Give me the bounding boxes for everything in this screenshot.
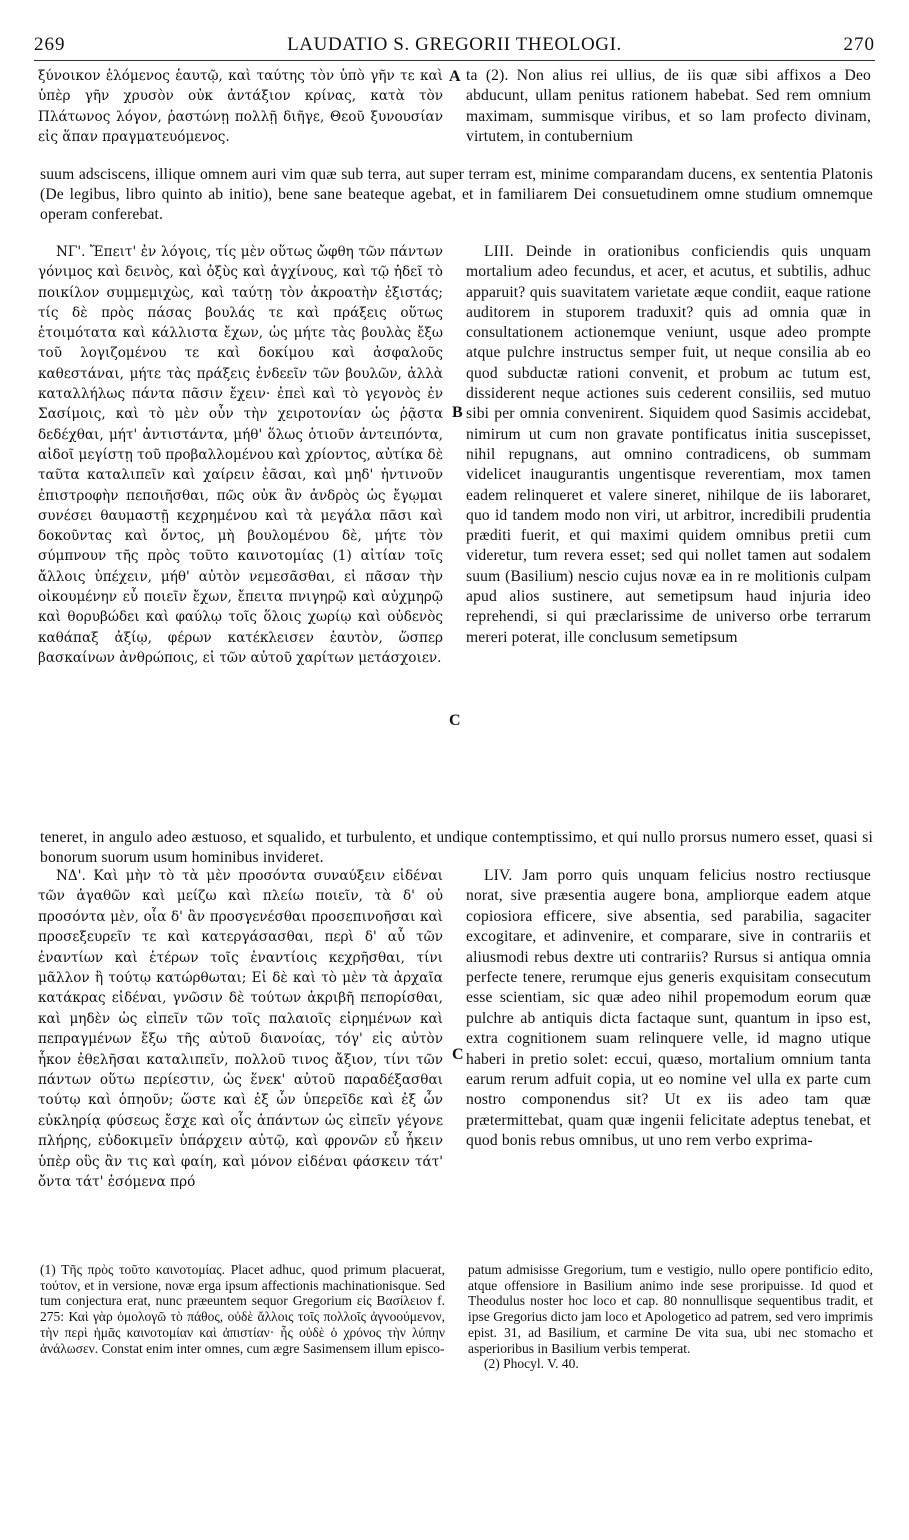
page-number-right: 270: [843, 34, 875, 55]
greek-column-block-3: [38, 866, 443, 1193]
margin-marker-a: A: [449, 68, 461, 85]
latin-full-width-block-1: [40, 149, 873, 241]
greek-column-block-2: [38, 242, 443, 668]
footnote-left: [40, 1262, 445, 1356]
greek-paragraph: ΝΔ'. Καὶ μὴν τὸ τὰ μὲν προσόντα συναύξειν εἰδέναι τῶν ἀγαθῶν καὶ μείζω καὶ πλείω ποιεῖν, τὰ δ' οὐ προσόντα μὲν, οἷα δ' ἂν προσγενέσθαι προσεπινοῆσαι καὶ προσεξευρεῖν τε καὶ κατεργάσασθαι, περὶ δ' αὖ τῶν ἐναντίων καὶ ἑτέρων τοῖς ἐναντίοις κεχρῆσθαι, τίνι μᾶλλον ἢ τούτῳ κατώρθωται; Εἰ δὲ καὶ τὸ μὲν τὰ ἀρχαῖα κατάκρας εἰδέναι, γνῶσιν δὲ τούτων ἀκριβῆ πεπορίσθαι, καὶ μηδὲν ὡς εἰπεῖν τῶν τοῖς παλαιοῖς εἰρημένων καὶ πεπραγμένων ἔξω τῆς αὐτοῦ διανοίας, τόγ' εἰς αὐτὸν ἧκον ἐθελῆσαι καταλιπεῖν, πολλοῦ τινος ἄξιον, τίνι τῶν πάντων οὕτω περίεστιν, ὡς ἕνεκ' αὐτοῦ παραδέξασθαι τούτῳ καὶ ὁπηοῦν; ὥστε καὶ ἐξ ὧν ὑπερεῖδε καὶ ἐξ ὧν εὐκληρίᾳ φύσεως ἔσχε καὶ οἷς ἁπάντων ὡς εἰπεῖν γέγονε πλήρης, εὐδοκιμεῖν ὑπάρχειν αὐτῷ, καὶ φρονῶν εὖ ἧκειν ὑπὲρ οὓς ἂν τις καὶ φαίη, καὶ μόνον εἰδέναι φάσκειν τάτ' ὄντα τάτ' ἐσόμενα πρό: [38, 868, 443, 1191]
running-header: [34, 34, 875, 58]
latin-column-block-3: [466, 866, 871, 1152]
running-title: LAUDATIO S. GREGORII THEOLOGI.: [287, 34, 622, 55]
margin-marker-b: B: [452, 404, 463, 421]
footnote-1-continued: patum admisisse Gregorium, tum e vestigio, nullo opere pontificio edito, atque offensiore in Basilium animo inde sese proripuisse. Id quod et Theodulus noster hoc loco et cap. 80 nonnullisque sequentibus tradit, et ipse Gregorius dicto jam loco et Apologetico ad patrem, sed vero imprimis epist. 31, ad Basilium, et carmine De vita sua, ubi nec stomacho et asperioribus in Basilium verbis temperat.: [468, 1262, 873, 1356]
greek-paragraph: ΝΓ'. Ἔπειτ' ἐν λόγοις, τίς μὲν οὕτως ὤφθη τῶν πάντων γόνιμος καὶ δεινὸς, καὶ ὀξὺς καὶ ἀγχίνους, καὶ τῷ ἡδεῖ τὸ ποικίλον συμμεμιχὼς, καὶ ταύτῃ τὸν ἀκροατὴν ἐξιστάς; τίς δὲ πρὸς πάσας βουλάς τε καὶ πράξεις οὕτως ἑτοιμότατα καὶ κάλλιστα ἔχων, ὡς μήτε τὰς βουλὰς ἔξω τοῦ λογιζομένου τε καὶ δοκίμου καὶ ἀσφαλοῦς καθεστάναι, μήτε τὰς πράξεις ἐνδεεῖν τῶν βουλῶν, ἀλλὰ καταλλήλως πάντα πᾶσιν ἔχειν· ἐπεὶ καὶ τὸ γεγονὸς ἐν Σασίμοις, καὶ τὸ μὲν οὖν τὴν χειροτονίαν ὡς ῥᾷστα δεδέχθαι, μήτ' ἀντιστάντα, μήθ' ὅλως ὁτιοῦν ἀντειπόντα, αἰδοῖ μεγίστῃ τοῦ προβαλλομένου καὶ χρίοντος, αὐτίκα δὲ ταῦτα καταλιπεῖν καὶ χαίρειν ἐᾶσαι, καὶ μηδ' ἡντινοῦν ἐπιστροφὴν πεποιῆσθαι, πῶς οὐκ ἂν ἀνδρὸς ὡς ἔγῳμαι συνέσει θαυμαστῇ κεχρημένου καὶ τὰ μεγάλα πᾶσι καὶ δοκοῦντας καὶ ὄντος, μὴ βουλομένου δὲ, μήτε τὸν σύμπνουν τῆς πρὸς τοῦτο καινοτομίας (1) αἰτίαν τοῖς ἄλλοις ὑπέχειν, μήθ' αὐτὸν νεμεσᾶσθαι, εἰ πᾶσαν τὴν οἰκουμένην εὖ ποιεῖν ἔχων, ἔπειτα πνιγηρῷ καὶ αὐχμηρῷ καὶ θορυβώδει καὶ φαύλῳ τοῖς ὅλοις χωρίῳ καὶ οὐδενὸς καθάπαξ ἀξίῳ, φέρων κατέκλεισεν ἑαυτὸν, ὥσπερ βασκαίνων ἀνθρώποις, εἰ τῶν αὐτοῦ χαρίτων μετάσχοιεν.: [38, 244, 443, 666]
footnote-2: (2) Phocyl. V. 40.: [484, 1356, 579, 1372]
footnote-right: [468, 1262, 873, 1372]
latin-paragraph: ta (2). Non alius rei ullius, de iis quæ sibi affixos a Deo abducunt, ullam penitus rationem habebat. Sed rem omnium maximam, summisque viribus, et so lam profecto divinam, virtutem, in contubernium: [466, 67, 871, 146]
latin-continuation: suum adsciscens, illique omnem auri vim quæ sub terra, aut super terram est, minime comparandam ducens, ex sententia Platonis (De legibus, libro quinto ab initio), bene sane beateque agebat, et in familiarem Dei consuetudinem omne studium omnemque operam conferebat.: [40, 165, 873, 224]
margin-marker-c-2: C: [452, 1046, 464, 1063]
latin-continuation: teneret, in angulo adeo æstuoso, et squalido, et turbulento, et undique contemptissimo, et qui nullo prorsus numero esset, quasi si bonorum suorum usum hominibus invideret.: [40, 828, 873, 866]
greek-paragraph: ξύνοικον ἑλόμενος ἑαυτῷ, καὶ ταύτης τὸν ὑπὸ γῆν τε καὶ ὑπὲρ γῆν χρυσὸν οὐκ ἀντάξιον κρίνας, κατὰ τὸν Πλάτωνος λόγον, ῥαστώνῃ πολλῇ διῆγε, Θεοῦ ξυνουσίαν εἰς ἅπαν πραγματευόμενος.: [38, 68, 443, 146]
latin-column-block-2: [466, 242, 871, 648]
margin-marker-c: C: [449, 712, 461, 729]
latin-column-block-1: [466, 66, 871, 148]
footnote-1: (1) Τῆς πρὸς τοῦτο καινοτομίας. Placet adhuc, quod primum placuerat, τούτον, et in versione, novæ erga ipsum affectionis machinationisque. Sed tum conjectura erat, nunc præeuntem sequor Gregorium εἰς Βασίλειον f. 275: Καὶ γὰρ ὁμολογῶ τὸ πάθος, οὐδὲ ἄλλοις τοῖς πολλοῖς ἀγνοούμενον, τὴν περὶ ἡμᾶς καινοτομίαν καὶ ἀπιστίαν· ἧς οὐδὲ ὁ χρόνος τὴν λύπην ἀνάλωσεν. Constat enim inter omnes, cum ægre Sasimensem illum episco-: [40, 1262, 445, 1356]
latin-paragraph: LIII. Deinde in orationibus conficiendis quis unquam mortalium adeo fecundus, et acer, et acutus, et subtilis, adhuc apparuit? quis suavitatem varietate æque condiit, eaque ratione auditorem in stuporem traduxit? quis ad omnia quæ in consultationem actionemque veniunt, usque adeo prompte atque pulchre instructus semper fuit, ut neque consilia ab eo quod subductæ rationi convenit, et probum ac tutum est, dissiderent neque actiones suis cederent consiliis, sed mutuo sibi per omnia convenirent. Siquidem quod Sasimis accidebat, nimirum ut cum non gravate pontificatus initia suscepisset, nihil repugnans, aut omnino contradicens, ob summam videlicet inaugurantis ungentisque reverentiam, mox tamen eadem relinqueret et valere sineret, nihilque de iis laboraret, quo id tandem modo non viri, ut arbitror, incredibili prudentia præditi fuerit, et qui maximi quidem omnibus pretii cum videretur, tum revera esset; sed qui nollet tamen aut sodalem suum (Basilium) nescio cujus novæ ea in re molitionis culpam apud alios sustinere, aut semetipsum haud injuria ideo reprehendi, si qui præclarissime de universo orbe terrarum mereri poterat, ille conclusum semetipsum: [466, 243, 871, 646]
greek-column-block-1: [38, 66, 443, 148]
header-rule: [34, 60, 875, 61]
page-number-left: 269: [34, 34, 66, 55]
latin-paragraph: LIV. Jam porro quis unquam felicius nostro rectiusque norat, sive præsentia augere bona, ampliorque eadem atque copiosiora efficere, sive absentia, sed parabilia, sagaciter excogitare, et adinvenire, et comparare, sive in contrariis et aliusmodi rebus dextre uti contrariis? Rursus si antiqua omnia perfecte tenere, rerumque ejus generis exquisitam consecutum esse scientiam, sic quæ adeo nihil propemodum eorum quæ pulchre ab antiquis dicta factaque sunt, quantum in ipso est, extra cognitionem suam relinquere velle, id magno utique haberi in pretio solet: eccui, quæso, mortalium omnium tanta earum rerum adfuit copia, ut eo nomine vel ulla ex parte cum nostro componendus sit? Ut ex iis adeo tam quæ prætermittebat, quam quæ ingenii felicitate adeptus tenebat, et quod bonis rebus omnibus, ut uno rem verbo exprima-: [466, 867, 871, 1150]
